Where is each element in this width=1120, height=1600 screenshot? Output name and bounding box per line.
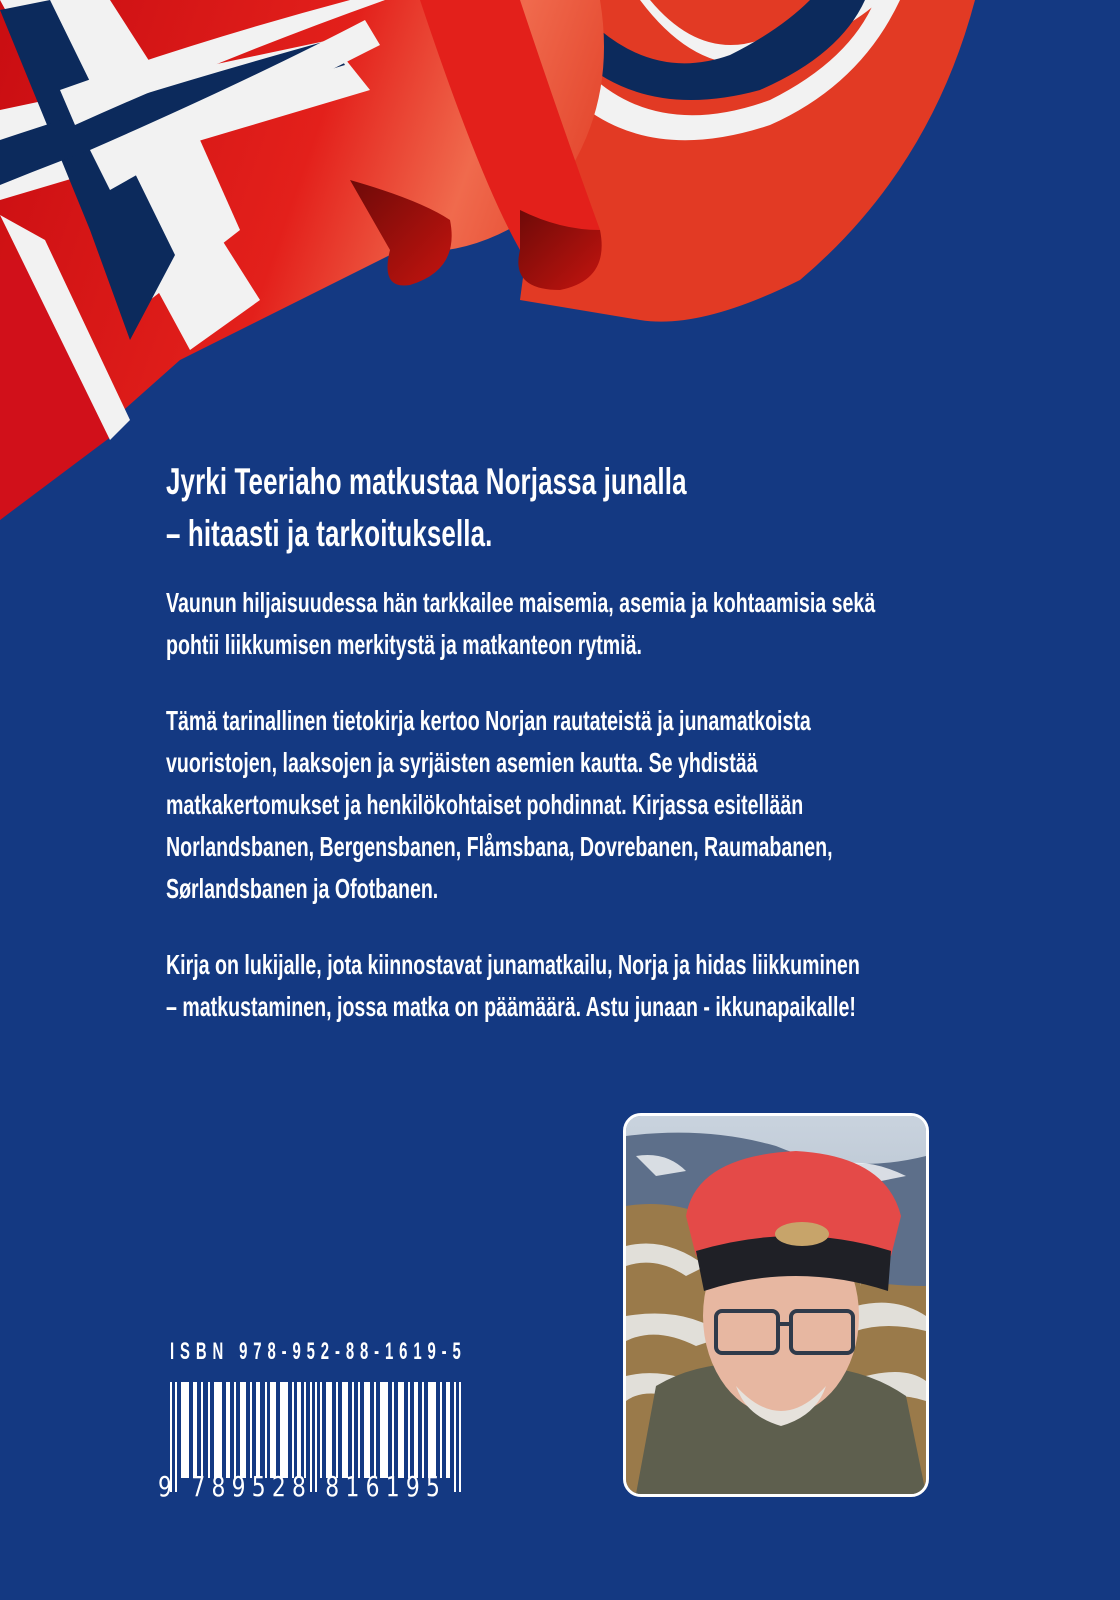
- paragraph-line: vuoristojen, laaksojen ja syrjäisten asemien kautta. Se yhdistää: [166, 747, 758, 778]
- paragraph-line: Vaunun hiljaisuudessa hän tarkkailee maisemia, asemia ja kohtaamisia sekä: [166, 587, 876, 618]
- author-photo: [623, 1113, 929, 1497]
- isbn-label: ISBN 978-952-88-1619-5: [170, 1338, 467, 1365]
- paragraph-line: – matkustaminen, jossa matka on päämäärä. Astu junaan - ikkunapaikalle!: [166, 991, 856, 1022]
- paragraph-2: [166, 700, 926, 910]
- author-portrait-image: [626, 1116, 926, 1494]
- barcode-digits: 9 789528 816195: [158, 1470, 447, 1503]
- headline-line-1: Jyrki Teeriaho matkustaa Norjassa junalla: [166, 461, 687, 502]
- headline-line-2: – hitaasti ja tarkoituksella.: [166, 513, 493, 554]
- paragraph-line: Kirja on lukijalle, jota kiinnostavat junamatkailu, Norja ja hidas liikkuminen: [166, 949, 860, 980]
- paragraph-line: pohtii liikkumisen merkitystä ja matkanteon rytmiä.: [166, 629, 642, 660]
- paragraph-1: [166, 582, 926, 666]
- back-cover-text: [166, 456, 926, 1028]
- paragraph-3: [166, 944, 926, 1028]
- paragraph-line: matkakertomukset ja henkilökohtaiset pohdinnat. Kirjassa esitellään: [166, 789, 804, 820]
- paragraph-line: Sørlandsbanen ja Ofotbanen.: [166, 873, 439, 904]
- paragraph-line: Norlandsbanen, Bergensbanen, Flåmsbana, Dovrebanen, Raumabanen,: [166, 831, 833, 862]
- paragraph-line: Tämä tarinallinen tietokirja kertoo Norjan rautateistä ja junamatkoista: [166, 705, 811, 736]
